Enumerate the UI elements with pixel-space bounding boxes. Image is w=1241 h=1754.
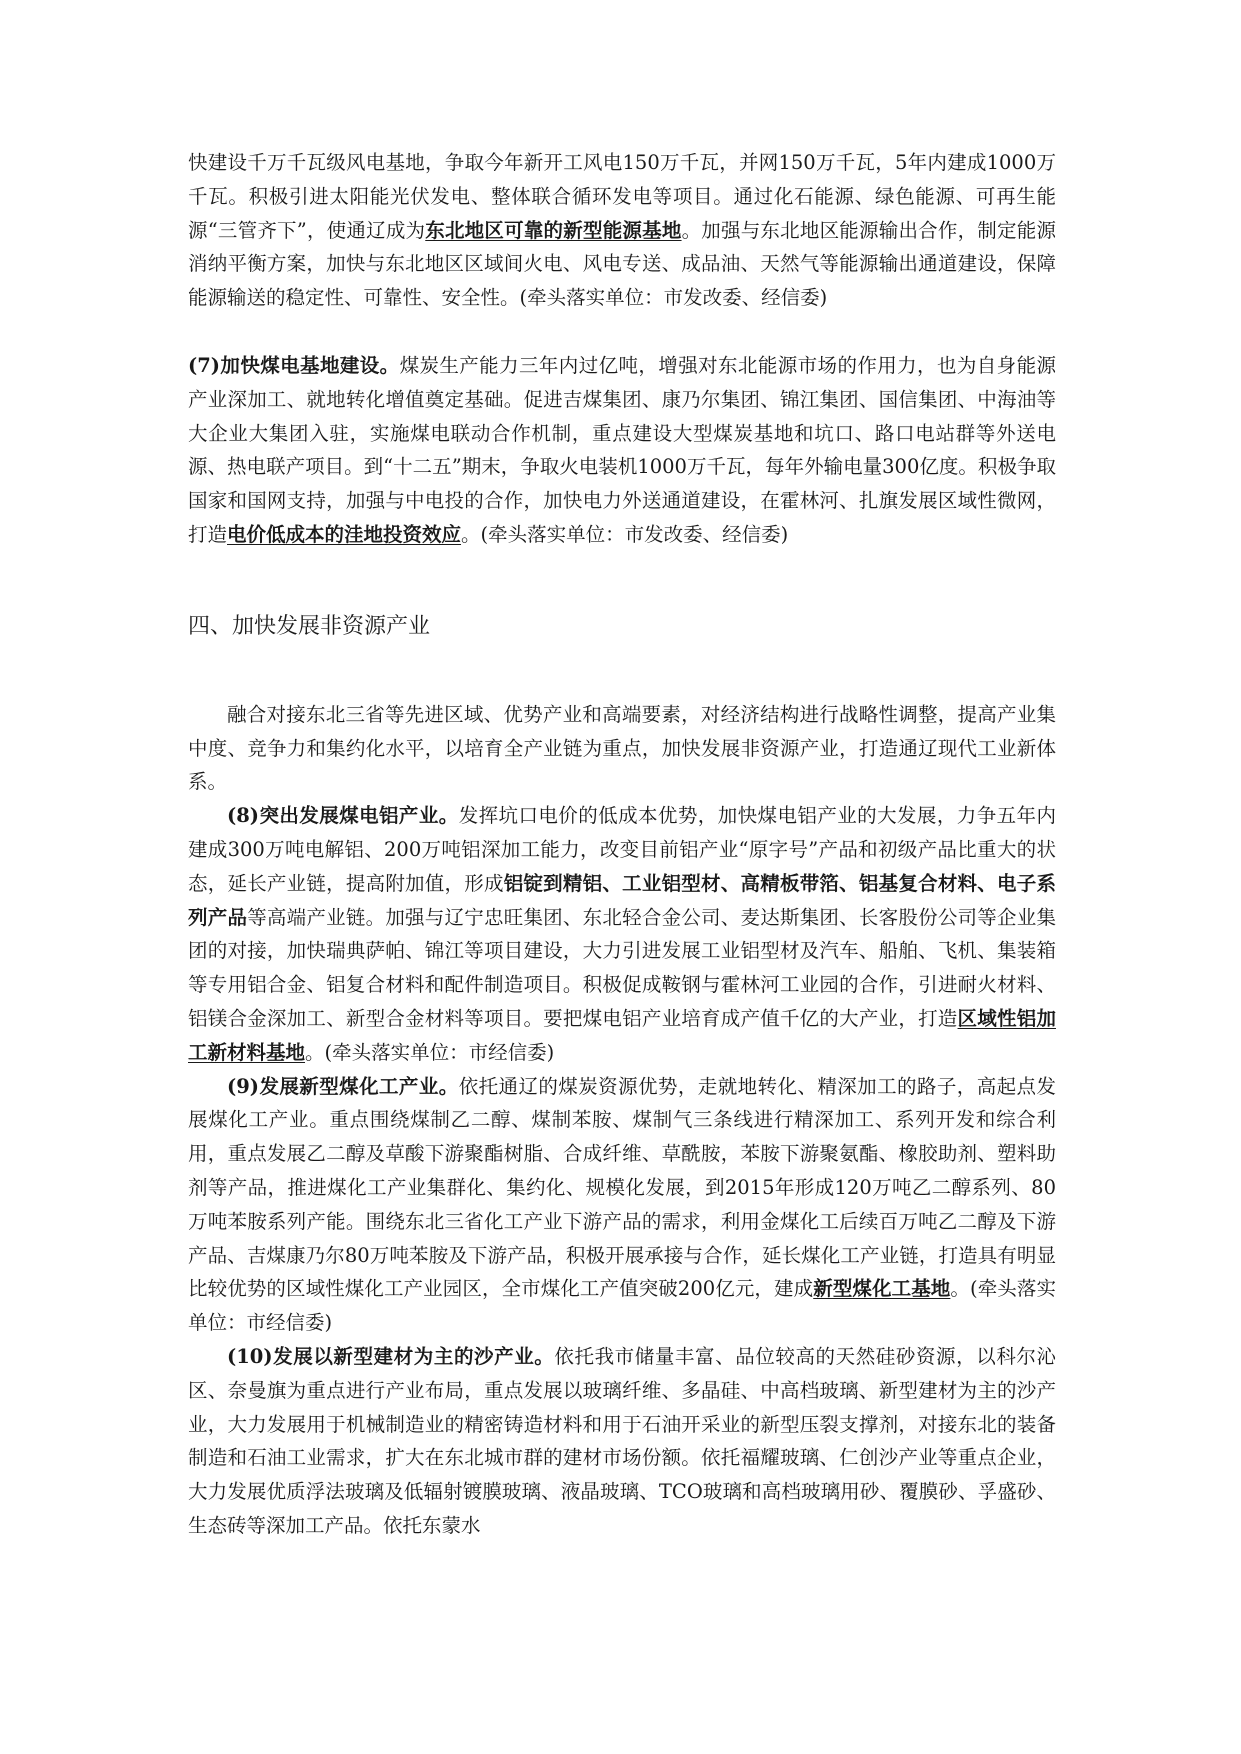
- highlight-coal-chemical-base: 新型煤化工基地: [813, 1277, 951, 1301]
- text-span: 。加强与东北地区能源输出合作，制定能源消纳平衡方案，加快与东北地区区域间火电、风电专送、成品油、天然气等能源输出通道建设，保障能源输送的稳定性、可靠性、安全性。(牵头落实单位：市发改委、经信委): [188, 218, 1056, 310]
- text-span: 。(牵头落实单位：市发改委、经信委): [461, 522, 789, 546]
- spacer: [188, 552, 1056, 610]
- paragraph-sand-industry: [188, 1340, 1056, 1543]
- spacer: [188, 644, 1056, 698]
- bold-product-chain: 铝锭到精铝、工业铝型材、高精板带箔、铝基复合材料、电子系列产品: [188, 871, 1056, 929]
- highlight-aluminum-base: 区域性铝加工新材料基地: [188, 1006, 1056, 1064]
- text-span: 。(牵头落实单位：市经信委): [188, 1277, 1056, 1335]
- text-span: 等高端产业链。加强与辽宁忠旺集团、东北轻合金公司、麦达斯集团、长客股份公司等企业集团的对接，加快瑞典萨帕、锦江等项目建设，大力引进发展工业铝型材及汽车、船舶、飞机、集装箱等专用铝合金、铝复合材料和配件制造项目。积极促成鞍钢与霍林河工业园的合作，引进耐火材料、铝镁合金深加工、新型合金材料等项目。要把煤电铝产业培育成产值千亿的大产业，打造: [188, 905, 1056, 1030]
- text-span: 依托我市储量丰富、品位较高的天然硅砂资源，以科尔沁区、奈曼旗为重点进行产业布局，重点发展以玻璃纤维、多晶硅、中高档玻璃、新型建材为主的沙产业，大力发展用于机械制造业的精密铸造材料和用于石油开采业的新型压裂支撑剂，对接东北的装备制造和石油工业需求，扩大在东北城市群的建材市场份额。依托福耀玻璃、仁创沙产业等重点企业，大力发展优质浮法玻璃及低辐射镀膜玻璃、液晶玻璃、TCO玻璃和高档玻璃用砂、覆膜砂、孚盛砂、生态砖等深加工产品。依托东蒙水: [188, 1344, 1056, 1537]
- paragraph-intro: 融合对接东北三省等先进区域、优势产业和高端要素，对经济结构进行战略性调整，提高产业集中度、竞争力和集约化水平，以培育全产业链为重点，加快发展非资源产业，打造通辽现代工业新体系。: [188, 702, 1056, 794]
- section-title: 四、加快发展非资源产业: [188, 613, 431, 639]
- item-heading-10: (10)发展以新型建材为主的沙产业。: [227, 1344, 555, 1368]
- text-span: 煤炭生产能力三年内过亿吨，增强对东北能源市场的作用力，也为自身能源产业深加工、就地转化增值奠定基础。促进吉煤集团、康乃尔集团、锦江集团、国信集团、中海油等大企业大集团入驻，实施煤电联动合作机制，重点建设大型煤炭基地和坑口、路口电站群等外送电源、热电联产项目。到“十二五”期末，争取火电装机1000万千瓦，每年外输电量300亿度。积极争取国家和国网支持，加强与中电投的合作，加快电力外送通道建设，在霍林河、扎旗发展区域性微网，打造: [188, 353, 1056, 546]
- highlight-investment-effect: 电价低成本的洼地投资效应: [227, 522, 462, 546]
- text-span: 快建设千万千瓦级风电基地，争取今年新开工风电150万千瓦，并网150万千瓦，5年内建成1000万千瓦。积极引进太阳能光伏发电、整体联合循环发电等项目。通过化石能源、绿色能源、可再生能源“三管齐下”，使通辽成为: [188, 151, 1056, 242]
- text-span: 。(牵头落实单位：市经信委): [305, 1040, 555, 1064]
- text-span: 发挥坑口电价的低成本优势，加快煤电铝产业的大发展，力争五年内建成300万吨电解铝、200万吨铝深加工能力，改变目前铝产业“原字号”产品和初级产品比重大的状态，延长产业链，提高附加值，形成: [188, 804, 1056, 895]
- item-heading-8: (8)突出发展煤电铝产业。: [227, 804, 459, 828]
- item-heading-9: (9)发展新型煤化工产业。: [227, 1074, 459, 1098]
- item-heading-7: (7)加快煤电基地建设。: [188, 353, 400, 377]
- highlight-energy-base: 东北地区可靠的新型能源基地: [425, 218, 682, 242]
- paragraph-coal-chemical: [188, 1070, 1056, 1340]
- paragraph-wind-power: [188, 146, 1056, 315]
- spacer: [188, 315, 1056, 349]
- document-page: [188, 146, 1056, 1543]
- paragraph-coal-power: [188, 349, 1056, 552]
- text-span: 依托通辽的煤炭资源优势，走就地转化、精深加工的路子，高起点发展煤化工产业。重点围绕煤制乙二醇、煤制苯胺、煤制气三条线进行精深加工、系列开发和综合利用，重点发展乙二醇及草酸下游聚酯树脂、合成纤维、草酰胺，苯胺下游聚氨酯、橡胶助剂、塑料助剂等产品，推进煤化工产业集群化、集约化、规模化发展，到2015年形成120万吨乙二醇系列、80万吨苯胺系列产能。围绕东北三省化工产业下游产品的需求，利用金煤化工后续百万吨乙二醇及下游产品、吉煤康乃尔80万吨苯胺及下游产品，积极开展承接与合作，延长煤化工产业链，打造具有明显比较优势的区域性煤化工产业园区，全市煤化工产值突破200亿元，建成: [188, 1074, 1056, 1301]
- paragraph-aluminum: [188, 799, 1056, 1069]
